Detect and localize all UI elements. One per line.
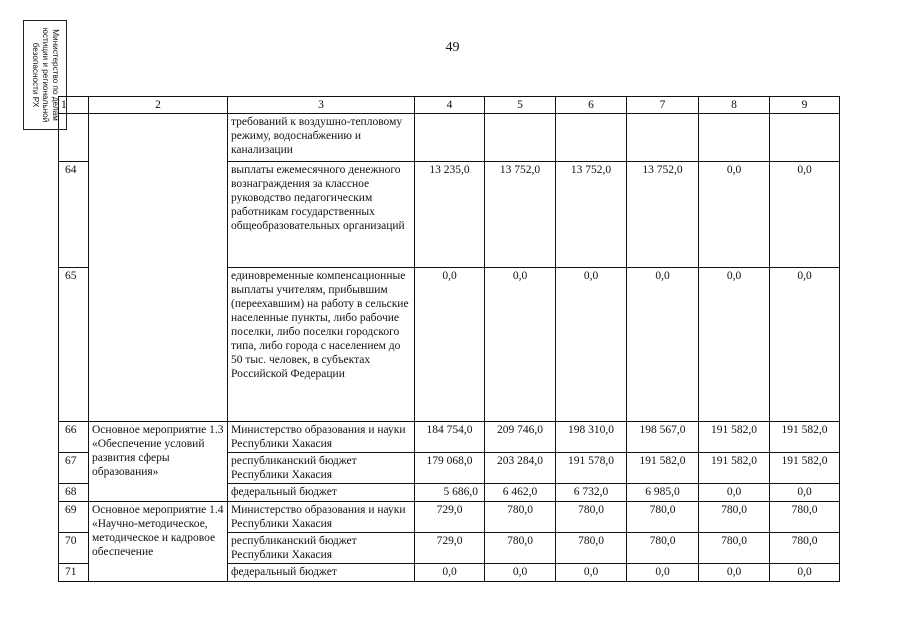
row-description: Министерство образования и науки Республики Хакасия: [228, 422, 415, 453]
value-cell: 191 582,0: [770, 453, 840, 484]
value-cell: 203 284,0: [485, 453, 556, 484]
value-cell: 0,0: [415, 564, 485, 582]
row-description: федеральный бюджет: [228, 564, 415, 582]
value-cell: 780,0: [556, 502, 627, 533]
value-cell: 780,0: [699, 533, 770, 564]
table-header-row: [59, 97, 840, 114]
value-cell: 191 578,0: [556, 453, 627, 484]
row-description: требований к воздушно-тепловому режиму, водоснабжению и канализации: [228, 114, 415, 162]
value-cell: 13 752,0: [627, 162, 699, 268]
row-number: 66: [59, 422, 89, 453]
table-row: [59, 114, 840, 162]
header-cell: 8: [699, 97, 770, 114]
value-cell: 198 310,0: [556, 422, 627, 453]
value-cell: 6 985,0: [627, 484, 699, 502]
page-number: 49: [445, 40, 460, 55]
value-cell: [699, 114, 770, 162]
value-cell: 0,0: [556, 268, 627, 422]
budget-table: [58, 96, 840, 582]
row-number: 70: [59, 533, 89, 564]
value-cell: 780,0: [556, 533, 627, 564]
row-description: выплаты ежемесячного денежного вознаграждения за классное руководство педагогическим работникам государственных общеобразовательных организаций: [228, 162, 415, 268]
table-row: [59, 502, 840, 533]
header-cell: 6: [556, 97, 627, 114]
row-number: 64: [59, 162, 89, 268]
header-cell: 1: [59, 97, 89, 114]
measure-cell-empty: [89, 114, 228, 422]
table-row: [59, 422, 840, 453]
value-cell: 0,0: [485, 268, 556, 422]
value-cell: [485, 114, 556, 162]
header-cell: 4: [415, 97, 485, 114]
value-cell: [770, 114, 840, 162]
value-cell: 780,0: [627, 502, 699, 533]
row-number: 67: [59, 453, 89, 484]
value-cell: 0,0: [699, 484, 770, 502]
value-cell: 13 235,0: [415, 162, 485, 268]
measure-1-4-cell: Основное мероприятие 1.4 «Научно-методическое, методическое и кадровое обеспечение: [89, 502, 228, 582]
value-cell: 780,0: [699, 502, 770, 533]
value-cell: 191 582,0: [699, 422, 770, 453]
value-cell: 13 752,0: [485, 162, 556, 268]
value-cell: 780,0: [770, 502, 840, 533]
row-number: 68: [59, 484, 89, 502]
value-cell: 5 686,0: [415, 484, 485, 502]
value-cell: 0,0: [770, 162, 840, 268]
value-cell: 0,0: [699, 162, 770, 268]
header-cell: 7: [627, 97, 699, 114]
value-cell: 729,0: [415, 533, 485, 564]
value-cell: 184 754,0: [415, 422, 485, 453]
value-cell: 0,0: [770, 268, 840, 422]
stamp-line-2: юстиции и региональной: [41, 27, 50, 123]
row-number: 69: [59, 502, 89, 533]
value-cell: 780,0: [627, 533, 699, 564]
row-description: Министерство образования и науки Республики Хакасия: [228, 502, 415, 533]
value-cell: 13 752,0: [556, 162, 627, 268]
value-cell: 0,0: [699, 268, 770, 422]
value-cell: 191 582,0: [627, 453, 699, 484]
value-cell: [627, 114, 699, 162]
header-cell: 2: [89, 97, 228, 114]
value-cell: 780,0: [770, 533, 840, 564]
stamp-line-1: Министерство по делам: [51, 29, 60, 121]
measure-1-3-cell: Основное мероприятие 1.3 «Обеспечение условий развития сферы образования»: [89, 422, 228, 502]
header-cell: 5: [485, 97, 556, 114]
row-description: республиканский бюджет Республики Хакасия: [228, 453, 415, 484]
value-cell: [415, 114, 485, 162]
header-cell: 9: [770, 97, 840, 114]
value-cell: 780,0: [485, 502, 556, 533]
value-cell: 0,0: [770, 564, 840, 582]
value-cell: 209 746,0: [485, 422, 556, 453]
row-number: 65: [59, 268, 89, 422]
row-description: федеральный бюджет: [228, 484, 415, 502]
value-cell: [556, 114, 627, 162]
header-cell: 3: [228, 97, 415, 114]
value-cell: 0,0: [556, 564, 627, 582]
stamp-line-3: безопасности РХ: [31, 42, 40, 108]
value-cell: 191 582,0: [770, 422, 840, 453]
value-cell: 780,0: [485, 533, 556, 564]
value-cell: 0,0: [627, 564, 699, 582]
value-cell: 179 068,0: [415, 453, 485, 484]
value-cell: 0,0: [770, 484, 840, 502]
row-description: республиканский бюджет Республики Хакасия: [228, 533, 415, 564]
row-description: единовременные компенсационные выплаты учителям, прибывшим (переехавшим) на работу в сельские населенные пункты, либо рабочие поселки, либо поселки городского типа, либо города с населением до 50 тыс. человек, в субъектах Российской Федерации: [228, 268, 415, 422]
value-cell: 6 462,0: [485, 484, 556, 502]
value-cell: 0,0: [627, 268, 699, 422]
value-cell: 6 732,0: [556, 484, 627, 502]
row-number: [59, 114, 89, 162]
row-number: 71: [59, 564, 89, 582]
value-cell: 0,0: [485, 564, 556, 582]
value-cell: 0,0: [415, 268, 485, 422]
value-cell: 198 567,0: [627, 422, 699, 453]
value-cell: 729,0: [415, 502, 485, 533]
value-cell: 191 582,0: [699, 453, 770, 484]
value-cell: 0,0: [699, 564, 770, 582]
